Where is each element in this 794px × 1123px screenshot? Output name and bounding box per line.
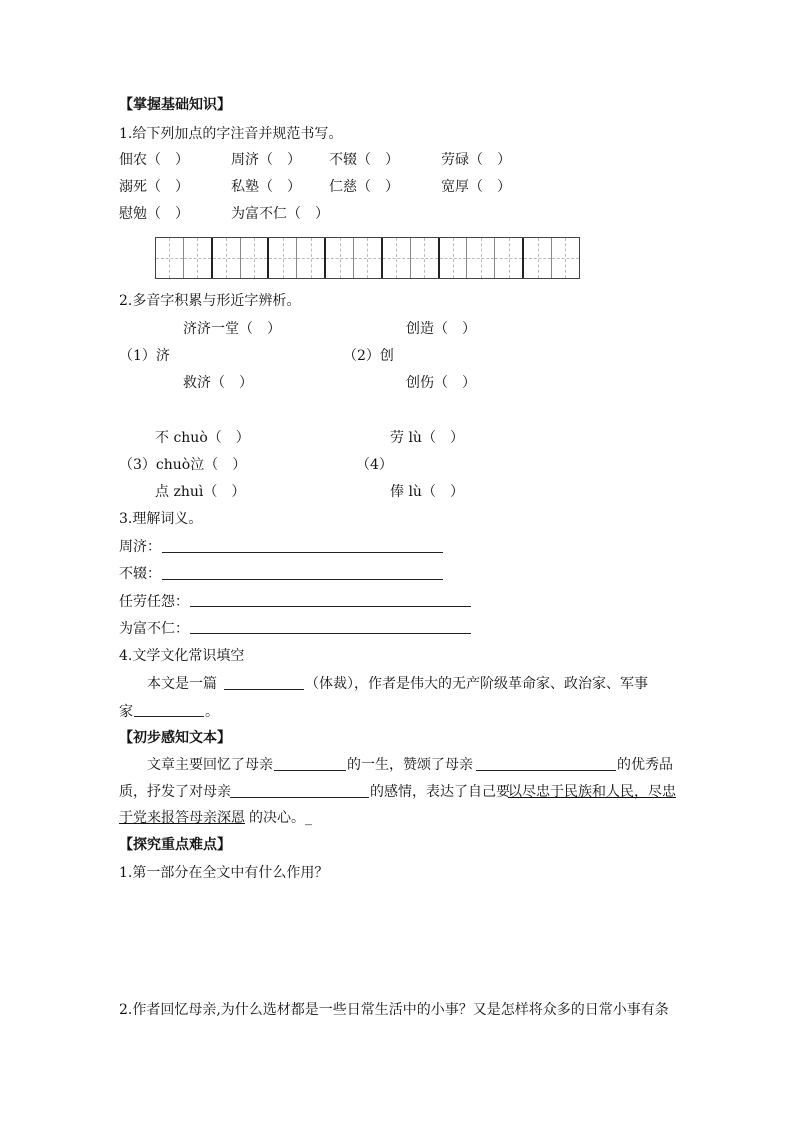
term-label: 不辍： xyxy=(119,566,161,582)
answer-blank[interactable] xyxy=(476,770,616,771)
similar-char-item: 点 zhuì（ ） xyxy=(155,484,246,500)
fill-text: （体裁），作者是伟大的无产阶级革命家、政治家、军事 xyxy=(305,676,648,692)
similar-char-group-label: （4） xyxy=(356,457,393,473)
similar-char-group-label: （3）chuò泣（ ） xyxy=(119,457,247,473)
fill-text: 文章主要回忆了母亲 xyxy=(147,757,273,773)
explore-question-1: 1.第一部分在全文中有什么作用？ xyxy=(119,865,329,881)
answer-blank[interactable] xyxy=(224,689,304,690)
answer-blank[interactable] xyxy=(134,716,204,717)
answer-line[interactable] xyxy=(162,579,443,580)
pinyin-item: 周济（ ） xyxy=(231,152,301,168)
pinyin-item: 私塾（ ） xyxy=(231,179,301,195)
fill-text: 本文是一篇 xyxy=(147,676,217,692)
polyphone-item: 创伤（ ） xyxy=(406,375,476,391)
fill-text: 的优秀品 xyxy=(617,757,673,773)
term-label: 为富不仁： xyxy=(119,621,189,637)
fill-text: 质，抒发了对母亲 xyxy=(119,784,231,800)
section-title-perception: 【初步感知文本】 xyxy=(119,730,231,746)
answer-line[interactable] xyxy=(190,606,471,607)
similar-char-item: 劳 lù（ ） xyxy=(390,430,464,446)
section-title-basics: 【掌握基础知识】 xyxy=(119,97,231,113)
question-1-title: 1.给下列加点的字注音并规范书写。 xyxy=(119,126,343,142)
polyphone-group-label: （1）济 xyxy=(119,348,170,364)
pinyin-item: 仁慈（ ） xyxy=(329,179,399,195)
pinyin-item: 为富不仁（ ） xyxy=(231,206,329,222)
pinyin-item: 不辍（ ） xyxy=(329,152,399,168)
pinyin-item: 劳碌（ ） xyxy=(441,152,511,168)
writing-grid[interactable] xyxy=(155,237,580,279)
term-label: 周济： xyxy=(119,539,161,555)
polyphone-item: 创造（ ） xyxy=(406,321,476,337)
answer-text: 于党来报答母亲深恩 xyxy=(119,810,245,826)
fill-text: 的感情，表达了自己要 xyxy=(370,784,510,800)
fill-text: 的一生，赞颂了母亲 xyxy=(347,757,473,773)
answer-text: 以尽忠于民族和人民，尽忠 xyxy=(508,784,676,800)
explore-question-2: 2.作者回忆母亲,为什么选材都是一些日常生活中的小事？又是怎样将众多的日常小事有条 xyxy=(119,1002,669,1018)
pinyin-item: 宽厚（ ） xyxy=(441,179,511,195)
polyphone-item: 济济一堂（ ） xyxy=(183,321,281,337)
term-label: 任劳任怨： xyxy=(119,594,189,610)
similar-char-item: 俸 lù（ ） xyxy=(390,484,464,500)
similar-char-item: 不 chuò（ ） xyxy=(155,430,250,446)
polyphone-group-label: （2）创 xyxy=(343,348,394,364)
question-2-title: 2.多音字积累与形近字辨析。 xyxy=(119,293,301,309)
section-title-explore: 【探究重点难点】 xyxy=(119,837,231,853)
pinyin-item: 溺死（ ） xyxy=(119,179,189,195)
question-4-title: 4.文学文化常识填空 xyxy=(119,648,245,664)
question-3-title: 3.理解词义。 xyxy=(119,511,203,527)
answer-line[interactable] xyxy=(162,552,443,553)
pinyin-item: 佃农（ ） xyxy=(119,152,189,168)
answer-blank[interactable] xyxy=(274,770,346,771)
fill-text: 。 xyxy=(205,704,219,720)
answer-blank[interactable] xyxy=(230,797,369,798)
fill-text: 的决心。_ xyxy=(249,810,312,826)
answer-line[interactable] xyxy=(190,633,471,634)
fill-text: 家 xyxy=(119,704,133,720)
pinyin-item: 慰勉（ ） xyxy=(119,206,189,222)
polyphone-item: 救济（ ） xyxy=(183,375,253,391)
